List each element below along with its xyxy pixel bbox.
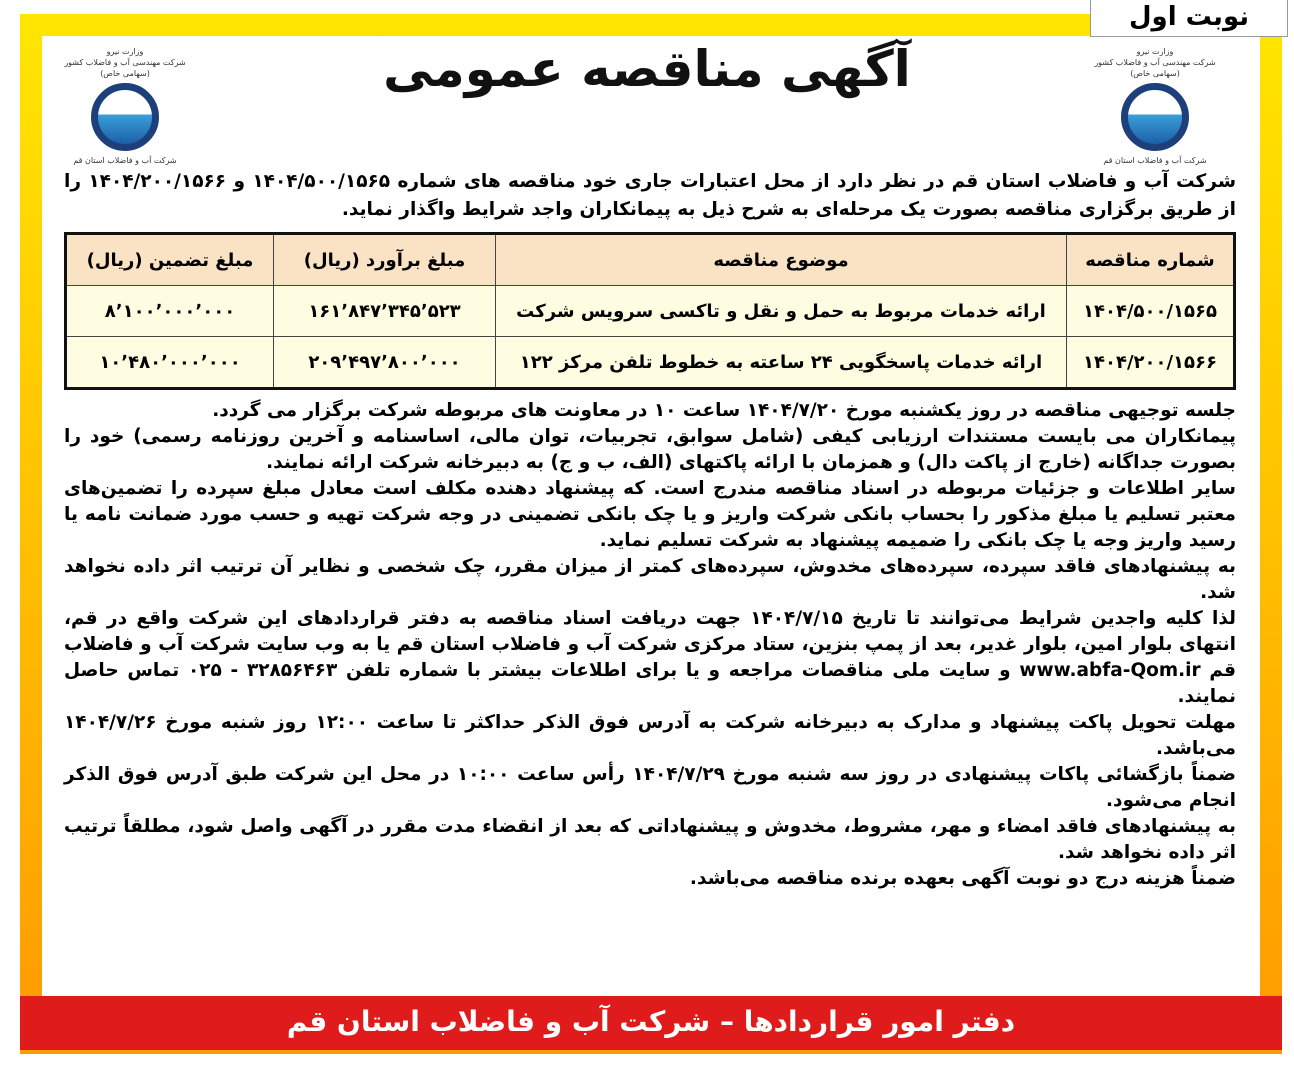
insertion-badge: نوبت اول xyxy=(1090,0,1288,37)
paragraph: ضمناً هزینه درج دو نوبت آگهی بعهده برنده مناقصه می‌باشد. xyxy=(689,868,1236,889)
col-header: شماره مناقصه xyxy=(1067,234,1235,286)
cell: ۱۴۰۴/۵۰۰/۱۵۶۵ xyxy=(1067,286,1235,337)
page-title: آگهی مناقصه عمومی xyxy=(383,40,911,98)
intro-text: شرکت آب و فاضلاب استان قم در نظر دارد از محل اعتبارات جاری خود مناقصه های شماره ۱۴۰۴/۵۰۰/۱۵۶۵ و ۱۴۰۴/۲۰۰/۱۵۶۶ را از طریق برگزاری مناقصه بصورت یک مرحله‌ای به شرح ذیل به پیمانکاران واجد شرایط واگذار نماید. xyxy=(64,171,1237,220)
logo-text: شرکت مهندسی آب و فاضلاب کشور xyxy=(1094,58,1216,67)
logo-caption: شرکت آب و فاضلاب استان قم xyxy=(1103,156,1207,165)
cell: ارائه خدمات مربوط به حمل و نقل و تاکسی سرویس شرکت xyxy=(496,286,1067,337)
cell: ۱۰٬۴۸۰٬۰۰۰٬۰۰۰ xyxy=(66,337,274,389)
paragraph: پیمانکاران می بایست مستندات ارزیابی کیفی (شامل سوابق، تجربیات، توان مالی، اساسنامه و آخرین روزنامه رسمی) خود را بصورت جداگانه (خارج از پاکت دال) و همزمان با ارائه پاکتهای (الف، ب و ج) به دبیرخانه شرکت ارائه نمایند. xyxy=(64,426,1236,473)
tender-table xyxy=(64,232,1236,390)
logo-text: (سهامی خاص) xyxy=(1130,69,1180,78)
ad-content xyxy=(64,168,1236,892)
logo-text: شرکت مهندسی آب و فاضلاب کشور xyxy=(64,58,186,67)
cell: ۱۶۱٬۸۴۷٬۳۴۵٬۵۲۳ xyxy=(274,286,496,337)
paragraph: لذا کلیه واجدین شرایط می‌توانند تا تاریخ ۱۴۰۴/۷/۱۵ جهت دریافت اسناد مناقصه به دفتر قراردادهای این شرکت واقع در قم، انتهای بلوار امین، بلوار غدیر، بعد از پمپ بنزین، ستاد مرکزی شرکت آب و فاضلاب استان قم یا به وب سایت شرکت آب و فاضلاب قم www.abfa-Qom.ir و سایت ملی مناقصات مراجعه و یا برای اطلاعات بیشتر با شماره تلفن ۳۲۸۵۶۴۶۳ - ۰۲۵ تماس حاصل نمایند. xyxy=(64,608,1237,707)
logo-text: (سهامی خاص) xyxy=(100,69,150,78)
cell: ۲۰۹٬۴۹۷٬۸۰۰٬۰۰۰ xyxy=(274,337,496,389)
col-header: مبلغ تضمین (ریال) xyxy=(66,234,274,286)
paragraph: ضمناً بازگشائی پاکات پیشنهادی در روز سه شنبه مورخ ۱۴۰۴/۷/۲۹ رأس ساعت ۱۰:۰۰ در محل این شرکت طبق آدرس فوق الذکر انجام می‌شود. xyxy=(64,764,1236,811)
table-header-row xyxy=(66,234,1235,286)
paragraph: مهلت تحویل پاکت پیشنهاد و مدارک به دبیرخانه شرکت به آدرس فوق الذکر حداکثر تا ساعت ۱۲:۰۰ روز شنبه مورخ ۱۴۰۴/۷/۲۶ می‌باشد. xyxy=(64,712,1236,759)
cell: ۸٬۱۰۰٬۰۰۰٬۰۰۰ xyxy=(66,286,274,337)
table-row xyxy=(66,286,1235,337)
col-header: موضوع مناقصه xyxy=(496,234,1067,286)
logo-text: وزارت نیرو xyxy=(1136,47,1174,56)
paragraph: جلسه توجیهی مناقصه در روز یکشنبه مورخ ۱۴۰۴/۷/۲۰ ساعت ۱۰ در معاونت های مربوطه شرکت برگزار می گردد. xyxy=(212,400,1236,421)
cell: ارائه خدمات پاسخگویی ۲۴ ساعته به خطوط تلفن مرکز ۱۲۲ xyxy=(496,337,1067,389)
footer-banner: دفتر امور قراردادها – شرکت آب و فاضلاب استان قم xyxy=(20,996,1282,1050)
conditions-text xyxy=(64,398,1236,892)
cell: ۱۴۰۴/۲۰۰/۱۵۶۶ xyxy=(1067,337,1235,389)
logo-caption: شرکت آب و فاضلاب استان قم xyxy=(73,156,177,165)
paragraph: به پیشنهادهای فاقد امضاء و مهر، مشروط، مخدوش و پیشنهاداتی که بعد از انقضاء مدت مقرر در آگهی واصل شود، مطلقاً ترتیب اثر داده نخواهد شد. xyxy=(64,816,1236,863)
table-row xyxy=(66,337,1235,389)
logo-text: وزارت نیرو xyxy=(106,47,144,56)
paragraph: به پیشنهادهای فاقد سپرده، سپرده‌های مخدوش، سپرده‌های کمتر از میزان مقرر، چک شخصی و نظایر آن ترتیب اثر داده نخواهد شد. xyxy=(64,556,1236,603)
col-header: مبلغ برآورد (ریال) xyxy=(274,234,496,286)
paragraph: سایر اطلاعات و جزئیات مربوطه در اسناد مناقصه مندرج است. که پیشنهاد دهنده مکلف است معادل مبلغ سپرده را تضمین‌های معتبر تسلیم یا مبلغ مذکور را بحساب بانکی شرکت واریز و یا چک بانکی تضمینی در وجه شرکت تهیه و حسب مورد ضمانت نامه یا رسید واریز وجه یا چک بانکی را ضمیمه پیشنهاد به شرکت تسلیم نماید. xyxy=(64,478,1236,551)
